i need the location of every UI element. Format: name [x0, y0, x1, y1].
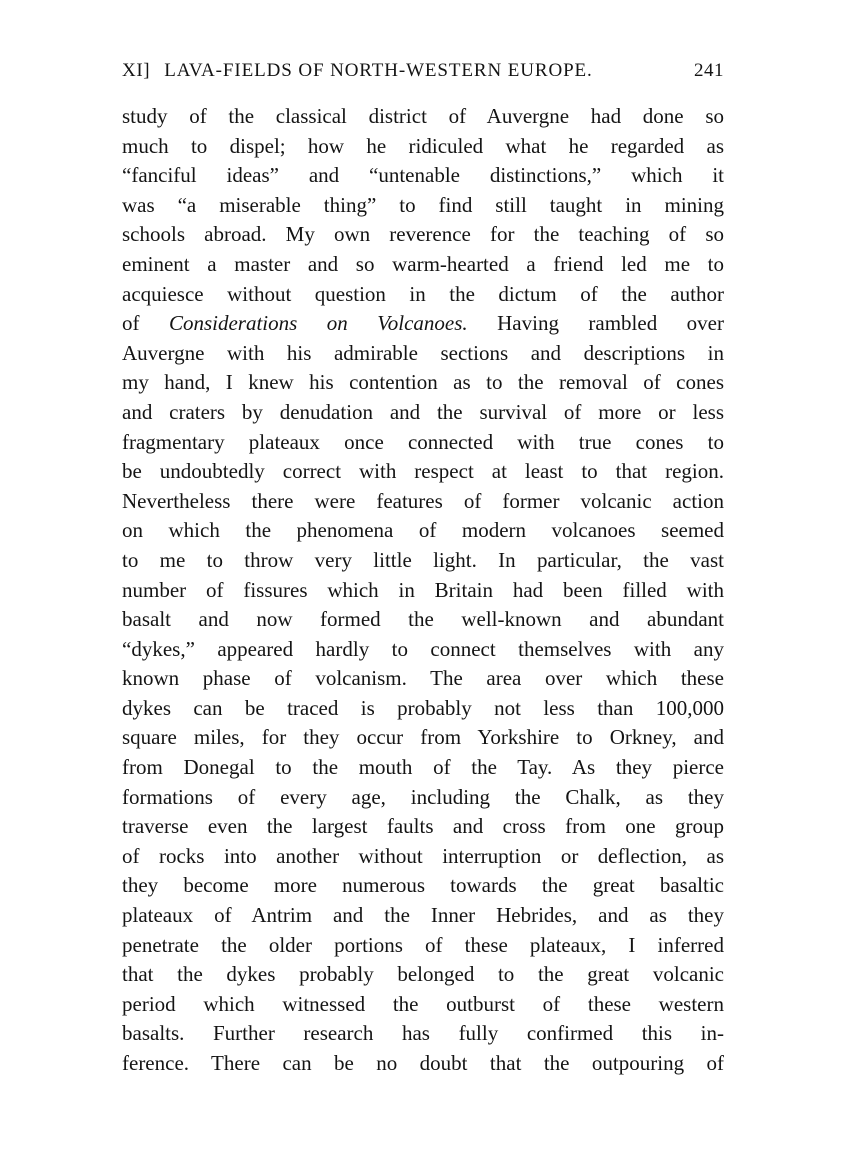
- text-line: eminent a master and so warm-hearted a friend led me to: [122, 251, 724, 276]
- text-line: from Donegal to the mouth of the Tay. As they pierce: [122, 755, 724, 780]
- text-line: plateaux of Antrim and the Inner Hebrides, and as they: [122, 903, 724, 928]
- italic-book-title: Considerations on Volcanoes.: [168, 311, 468, 336]
- text-line: of rocks into another without interruption or deflection, as: [122, 843, 724, 868]
- text-line: to me to throw very little light. In particular, the vast: [122, 547, 724, 572]
- text-line: much to dispel; how he ridiculed what he regarded as: [122, 133, 724, 158]
- text-line: “fanciful ideas” and “untenable distinctions,” which it: [122, 163, 724, 188]
- text-line: was “a miserable thing” to find still taught in mining: [122, 192, 724, 217]
- text-line: that the dykes probably belonged to the great volcanic: [122, 962, 724, 987]
- text-line: penetrate the older portions of these plateaux, I inferred: [122, 932, 724, 957]
- book-page: [122, 56, 724, 1079]
- body-text: [122, 102, 724, 1079]
- running-title: LAVA-FIELDS OF NORTH-WESTERN EUROPE.: [164, 60, 593, 81]
- text-line: Auvergne with his admirable sections and descriptions in: [122, 340, 724, 365]
- text-line: square miles, for they occur from Yorkshire to Orkney, and: [122, 725, 724, 750]
- text-line: ference. There can be no doubt that the outpouring of: [122, 1051, 724, 1075]
- text-line: basalts. Further research has fully confirmed this in-: [122, 1021, 724, 1046]
- page-number: 241: [694, 60, 724, 81]
- text-segment: Having rambled over: [467, 311, 724, 336]
- text-line: schools abroad. My own reverence for the teaching of so: [122, 222, 724, 247]
- text-line: basalt and now formed the well-known and abundant: [122, 607, 724, 632]
- text-line: “dykes,” appeared hardly to connect themselves with any: [122, 636, 724, 661]
- text-line: they become more numerous towards the great basaltic: [122, 873, 724, 898]
- text-line: Nevertheless there were features of former volcanic action: [122, 488, 724, 513]
- text-line: fragmentary plateaux once connected with true cones to: [122, 429, 724, 454]
- text-line: number of fissures which in Britain had been filled with: [122, 577, 724, 602]
- text-line: formations of every age, including the Chalk, as they: [122, 784, 724, 809]
- running-head: [122, 56, 724, 86]
- text-line: known phase of volcanism. The area over which these: [122, 666, 724, 691]
- text-line: study of the classical district of Auvergne had done so: [122, 104, 724, 128]
- chapter-number: XI]: [122, 60, 151, 81]
- text-line: period which witnessed the outburst of these western: [122, 991, 724, 1016]
- text-line: my hand, I knew his contention as to the removal of cones: [122, 370, 724, 395]
- text-line: be undoubtedly correct with respect at least to that region.: [122, 459, 724, 484]
- text-line: acquiesce without question in the dictum of the author: [122, 281, 724, 306]
- text-line: on which the phenomena of modern volcanoes seemed: [122, 518, 724, 543]
- text-line: [122, 309, 724, 339]
- text-segment: of: [122, 311, 169, 336]
- text-line: and craters by denudation and the survival of more or less: [122, 399, 724, 424]
- text-line: dykes can be traced is probably not less than 100,000: [122, 695, 724, 720]
- text-line: traverse even the largest faults and cross from one group: [122, 814, 724, 839]
